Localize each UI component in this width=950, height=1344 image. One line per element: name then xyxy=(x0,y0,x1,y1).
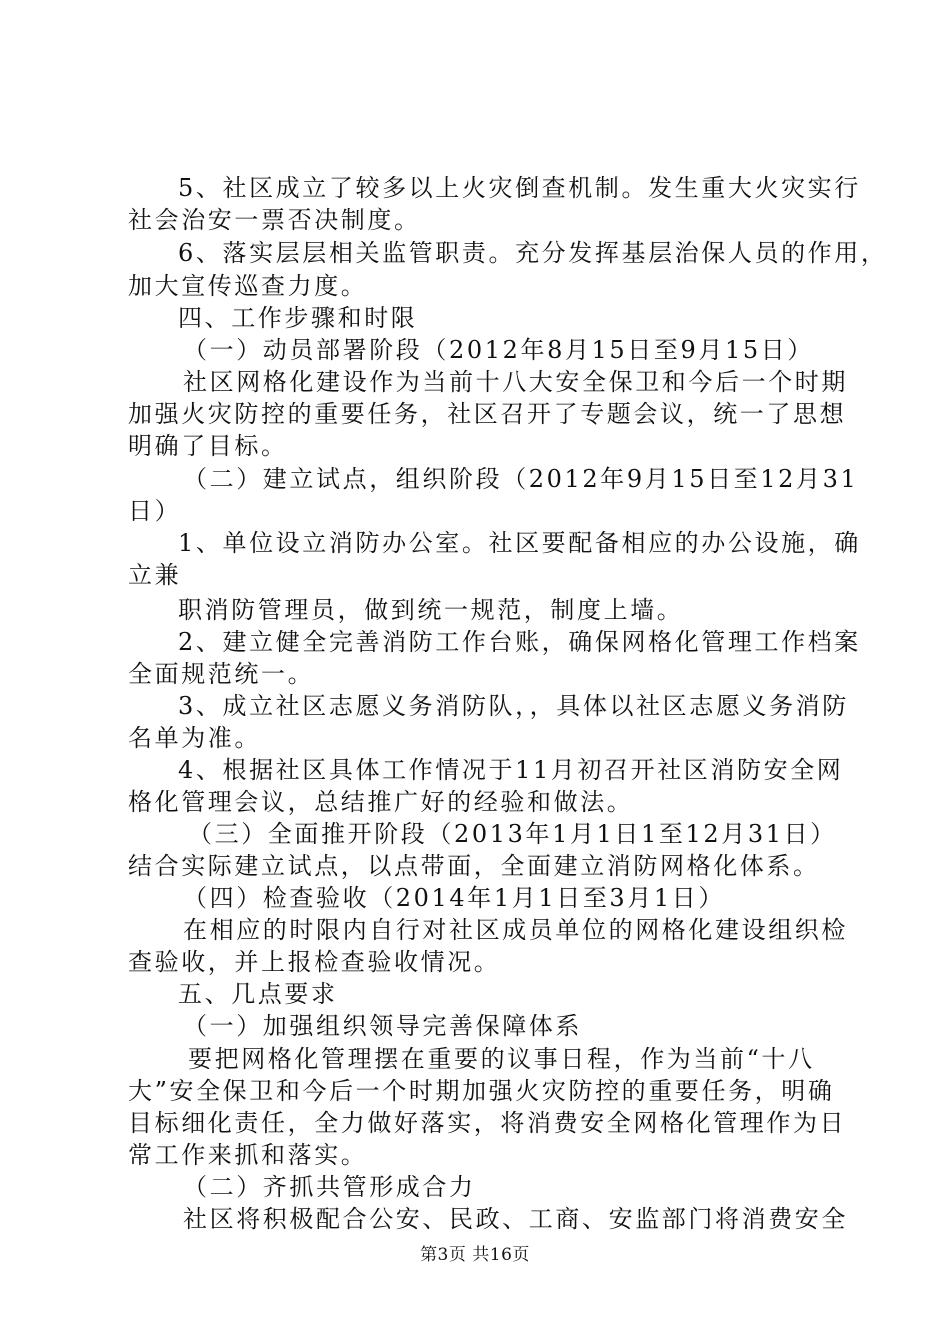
text-line: 3、成立社区志愿义务消防队，，具体以社区志愿义务消防 xyxy=(178,692,849,720)
section-heading: 五、几点要求 xyxy=(178,980,338,1008)
subsection-heading: （二）齐抓共管形成合力 xyxy=(183,1173,476,1201)
text-line: 6、落实层层相关监管职责。充分发挥基层治保人员的作用， xyxy=(178,239,888,267)
text-line: 名单为准。 xyxy=(128,724,261,752)
subsection-heading: （三）全面推开阶段（2013年1月1日1至12月31日） xyxy=(188,820,837,848)
text-line: 职消防管理员，做到统一规范，制度上墙。 xyxy=(178,596,684,624)
text-line: 立兼 xyxy=(128,561,182,589)
subsection-heading: （四）检查验收（2014年1月1日至3月1日） xyxy=(183,884,725,912)
text-line: 格化管理会议，总结推广好的经验和做法。 xyxy=(128,788,634,816)
text-line: 目标细化责任，全力做好落实，将消费安全网格化管理作为日 xyxy=(128,1109,847,1137)
text-line: 结合实际建立试点，以点带面，全面建立消防网格化体系。 xyxy=(128,852,820,880)
text-line: 加大宣传巡查力度。 xyxy=(128,272,368,300)
text-line: 全面规范统一。 xyxy=(128,660,315,688)
text-line: 查验收，并上报检查验收情况。 xyxy=(128,948,501,976)
text-line: 常工作来抓和落实。 xyxy=(128,1141,368,1169)
text-line: 2、建立健全完善消防工作台账，确保网格化管理工作档案 xyxy=(178,628,861,656)
text-line: 社会治安一票否决制度。 xyxy=(128,206,421,234)
text-line: 社区将积极配合公安、民政、工商、安监部门将消费安全 xyxy=(183,1205,848,1233)
text-line: 日） xyxy=(128,497,182,525)
text-line: 4、根据社区具体工作情况于11月初召开社区消防安全网 xyxy=(178,756,844,784)
text-line: 明确了目标。 xyxy=(128,432,288,460)
text-line: 要把网格化管理摆在重要的议事日程，作为当前“十八 xyxy=(188,1045,815,1073)
text-line: 5、社区成立了较多以上火灾倒查机制。发生重大火灾实行 xyxy=(178,174,861,202)
text-line: 社区网格化建设作为当前十八大安全保卫和今后一个时期 xyxy=(183,368,848,396)
text-line: 1、单位设立消防办公室。社区要配备相应的办公设施，确 xyxy=(178,529,861,557)
section-heading: 四、工作步骤和时限 xyxy=(178,304,418,332)
text-line: 加强火灾防控的重要任务，社区召开了专题会议，统一了思想 xyxy=(128,400,847,428)
subsection-heading: （一）加强组织领导完善保障体系 xyxy=(183,1012,582,1040)
subsection-heading: （二）建立试点，组织阶段（2012年9月15日至12月31 xyxy=(183,465,859,493)
subsection-heading: （一）动员部署阶段（2012年8月15日至9月15日） xyxy=(183,336,814,364)
text-line: 大”安全保卫和今后一个时期加强火灾防控的重要任务，明确 xyxy=(128,1077,835,1105)
text-line: 在相应的时限内自行对社区成员单位的网格化建设组织检 xyxy=(183,916,848,944)
page-number-footer: 第3页 共16页 xyxy=(420,1245,530,1265)
